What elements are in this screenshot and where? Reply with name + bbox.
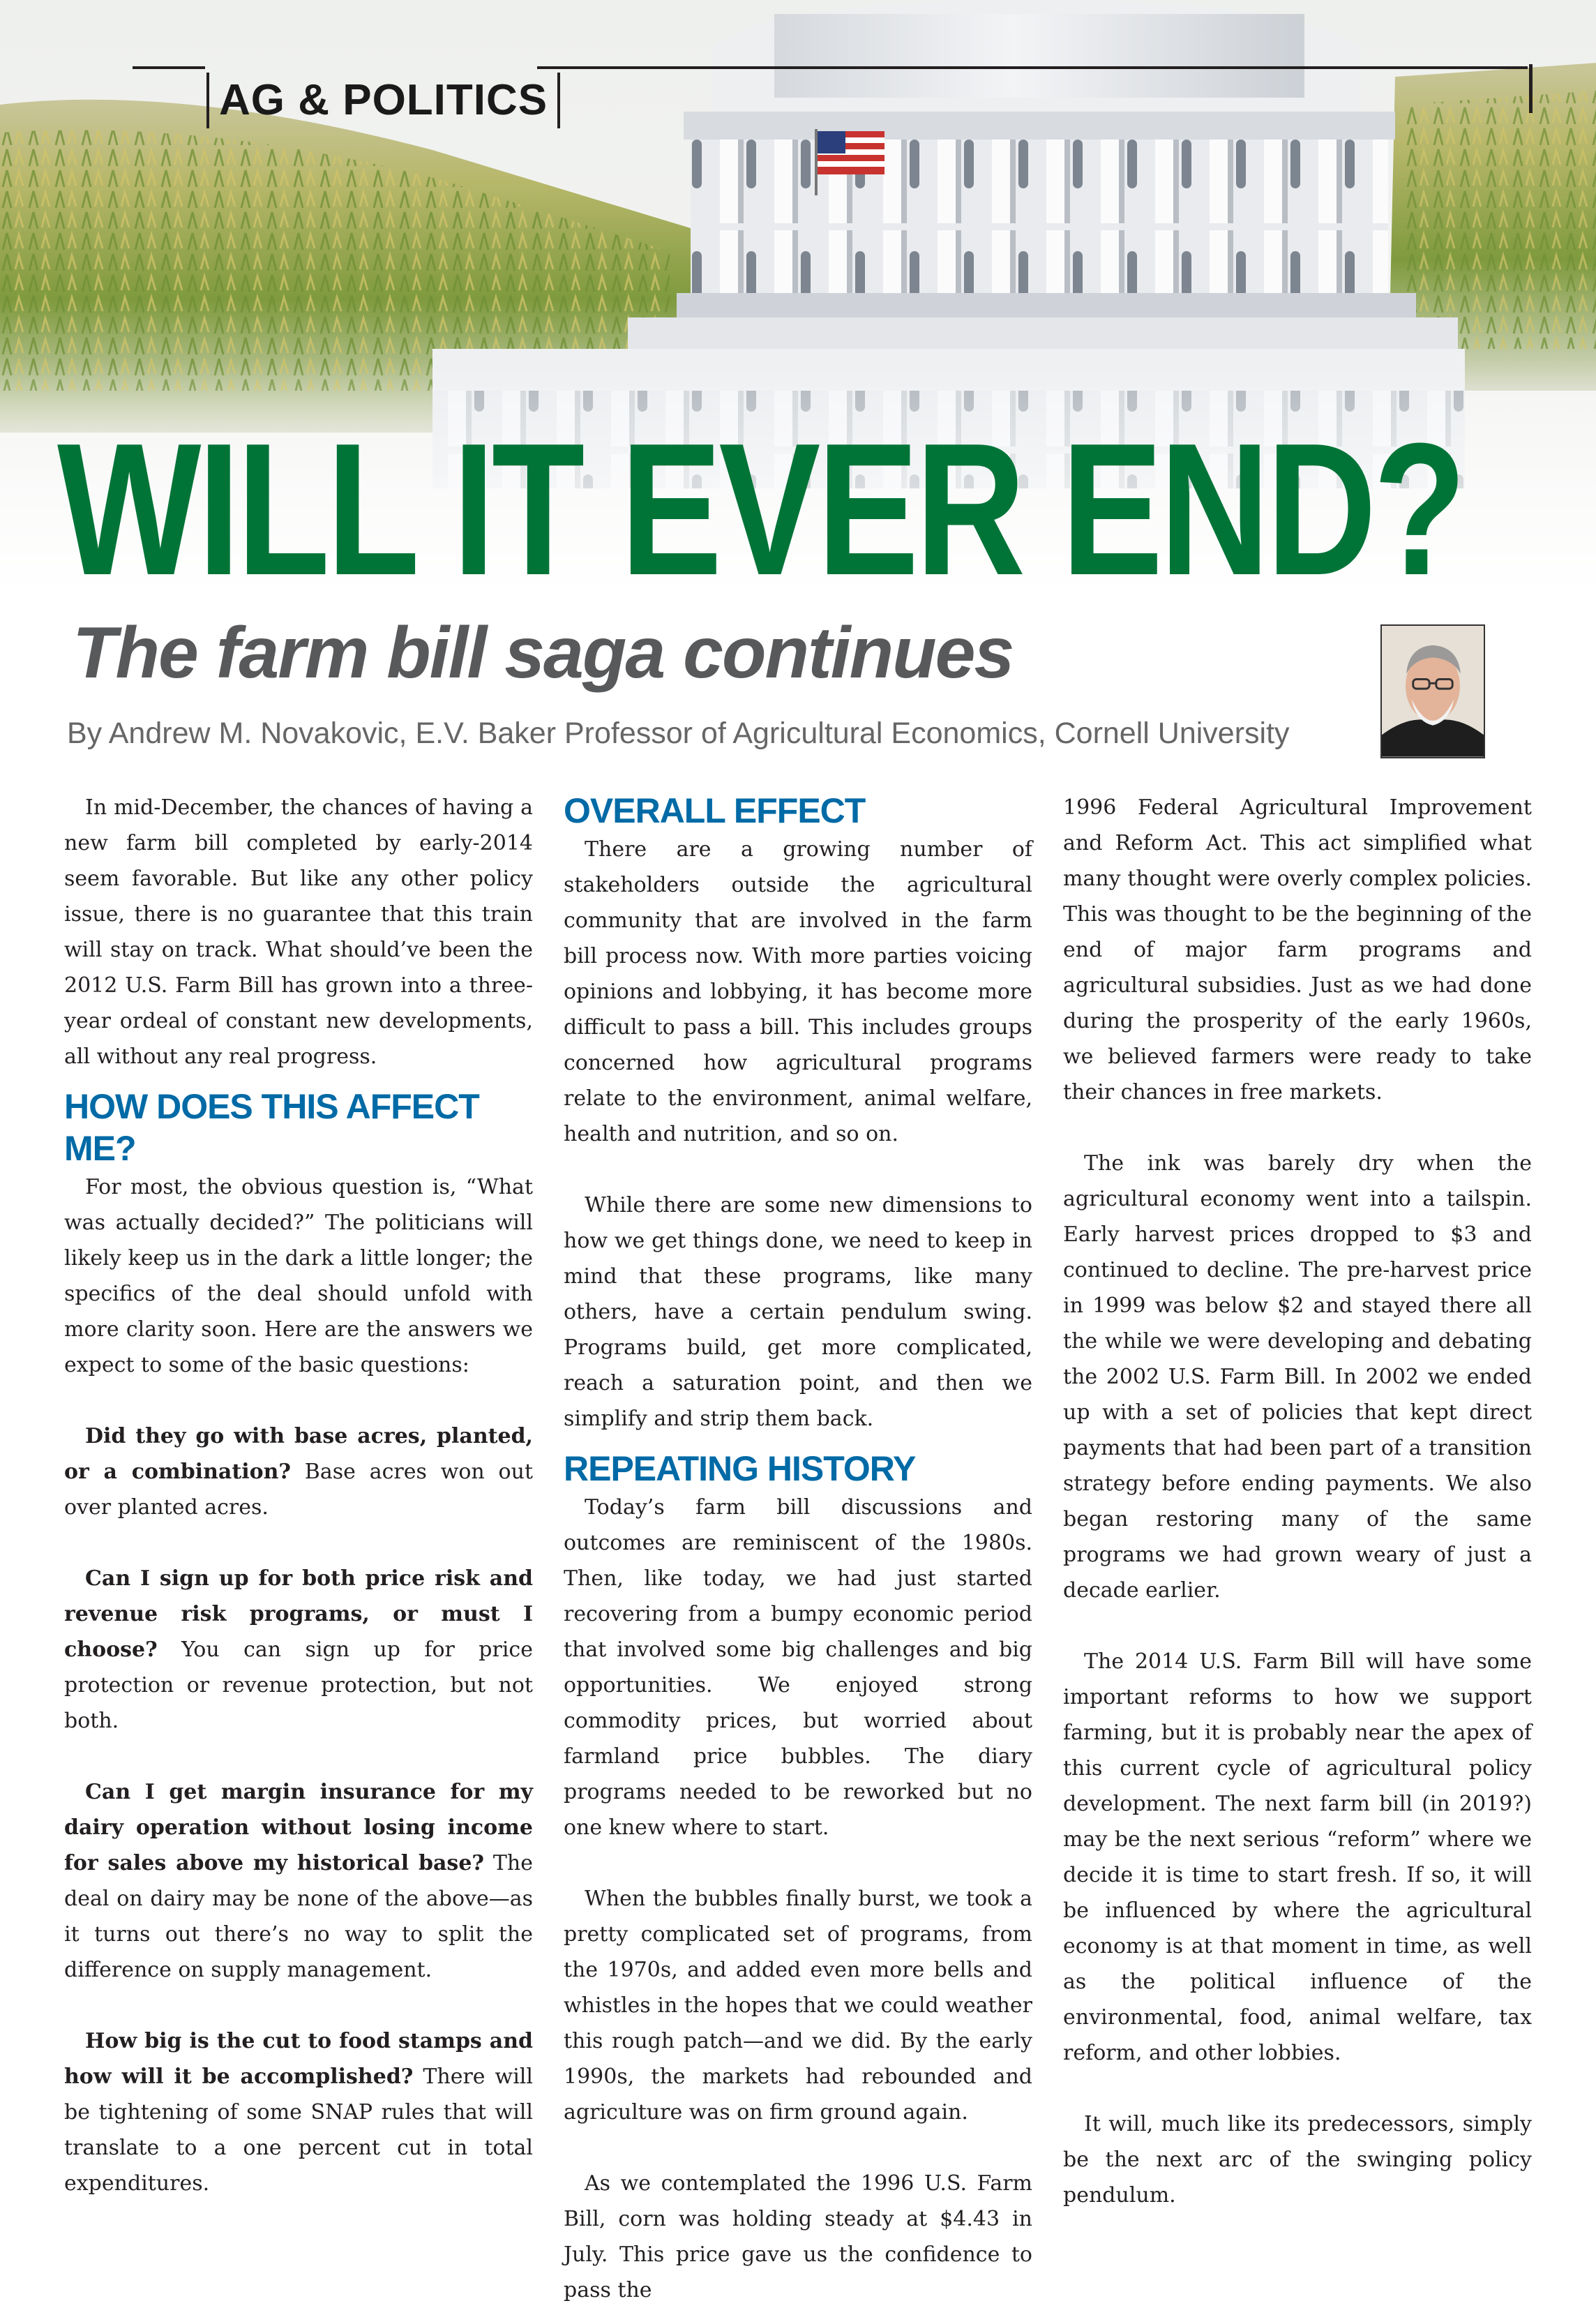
history-paragraph-4: The ink was barely dry when the agricultural economy went into a tailspin. Early harvest prices dropped to $3 and continued to decline. The pre-harvest price in 1999 was below $2 and stayed there all the while we were developing and debating the 2002 U.S. Farm Bill. In 2002 we ended up with a set of policies that kept direct payments that had been part of a transition strategy before ending payments. We also began restoring many of the same programs we had grown weary of just a decade earlier. [1063,1151,1532,1603]
qa-paragraph [64,1418,533,1525]
section-tag: AG & POLITICS [206,73,560,128]
tag-rule-left [133,66,205,69]
qa-question: Did they go with base acres, planted, or a combination? [64,1424,533,1484]
qa-question: Can I get margin insurance for my dairy operation without losing income for sales above my historical base? [64,1780,533,1875]
history-paragraph-3-continued: 1996 Federal Agricultural Improvement and Reform Act. This act simplified what many thought were overly complex policies. This was thought to be the beginning of the end of major farm programs and agricultural subsidies. Just as we had done during the prosperity of the early 1960s, we believed farmers were ready to take their chances in free markets. [1063,795,1532,1104]
column-1 [64,790,533,2201]
qa-answer: The deal on dairy may be none of the above—as it turns out there’s no way to split the difference on supply management. [64,1851,534,1982]
column-2 [564,790,1032,2308]
history-paragraph-5: The 2014 U.S. Farm Bill will have some important reforms to how we support farming, but it is probably near the apex of this current cycle of agricultural policy development. The next farm bill (in 2019?) may be the next serious “reform” where we decide it is time to start fresh. If so, it will be influenced by where the agricultural economy is at that moment in time, as well as the political influence of the environmental, food, animal welfare, tax reform, and other lobbies. [1063,1649,1532,2065]
heading-how-does-this-affect-me: HOW DOES THIS AFFECT ME? [64,1087,479,1168]
qa-answer: There will be tightening of some SNAP rules that will translate to a one percent cut in total expenditures. [64,2065,534,2196]
qa-question: How big is the cut to food stamps and how will it be accomplished? [64,2029,533,2089]
history-paragraph-2: When the bubbles finally burst, we took a pretty complicated set of programs, from the 1970s, and added even more bells and whistles in the hopes that we could weather this rough patch—and we did. By the early 1990s, the markets had rebounded and agriculture was on firm ground again. [564,1887,1032,2125]
byline: By Andrew M. Novakovic, E.V. Baker Professor of Agricultural Economics, Cornell University [67,717,1290,750]
qa-paragraph [64,2023,533,2201]
author-photo [1380,624,1485,758]
qa-question: Can I sign up for both price risk and revenue risk programs, or must I choose? [64,1566,533,1662]
affect-lead-paragraph: For most, the obvious question is, “What was actually decided?” The politicians will likely keep us in the dark a little longer; the specifics of the deal should unfold with more clarity soon. Here are the answers we expect to some of the basic questions: [64,1175,533,1377]
tag-rule-end [1529,64,1533,113]
column-3 [1063,790,1532,2213]
qa-answer: You can sign up for price protection or revenue protection, but not both. [64,1638,533,1733]
subtitle: The farm bill saga continues [73,613,1014,694]
overall-paragraph-1: There are a growing number of stakeholders outside the agricultural community that are involved in the farm bill process now. With more parties voicing opinions and lobbying, it has become more difficult to pass a bill. This includes groups concerned how agricultural programs relate to the environment, animal welfare, health and nutrition, and so on. [564,837,1032,1146]
overall-paragraph-2: While there are some new dimensions to how we get things done, we need to keep in mind that these programs, like many others, have a certain pendulum swing. Programs build, get more complicated, reach a saturation point, and then we simplify and strip them back. [564,1193,1032,1431]
intro-paragraph: In mid-December, the chances of having a new farm bill completed by early-2014 seem favorable. But like any other policy issue, there is no guarantee that this train will stay on track. What should’ve been the 2012 U.S. Farm Bill has grown into a three-year ordeal of constant new developments, all without any real progress. [64,795,533,1069]
history-paragraph-1: Today’s farm bill discussions and outcomes are reminiscent of the 1980s. Then, like today, we had just started recovering from a bumpy economic period that involved some big challenges and big opportunities. We enjoyed strong commodity prices, but worried about farmland price bubbles. The diary programs needed to be reworked but no one knew where to start. [564,1495,1032,1840]
heading-overall-effect: OVERALL EFFECT [564,791,866,830]
history-paragraph-3-start: As we contemplated the 1996 U.S. Farm Bill, corn was holding steady at $4.43 in July. This price gave us the confidence to pass the [564,2171,1032,2302]
heading-repeating-history: REPEATING HISTORY [564,1449,916,1488]
tag-rule-right [537,66,1528,69]
closing-paragraph: It will, much like its predecessors, simply be the next arc of the swinging policy pendulum. [1063,2112,1532,2208]
qa-answer: Base acres won out over planted acres. [64,1460,533,1520]
qa-paragraph [64,1774,533,1988]
headline: WILL IT EVER END? [57,405,1463,615]
qa-paragraph [64,1561,533,1739]
